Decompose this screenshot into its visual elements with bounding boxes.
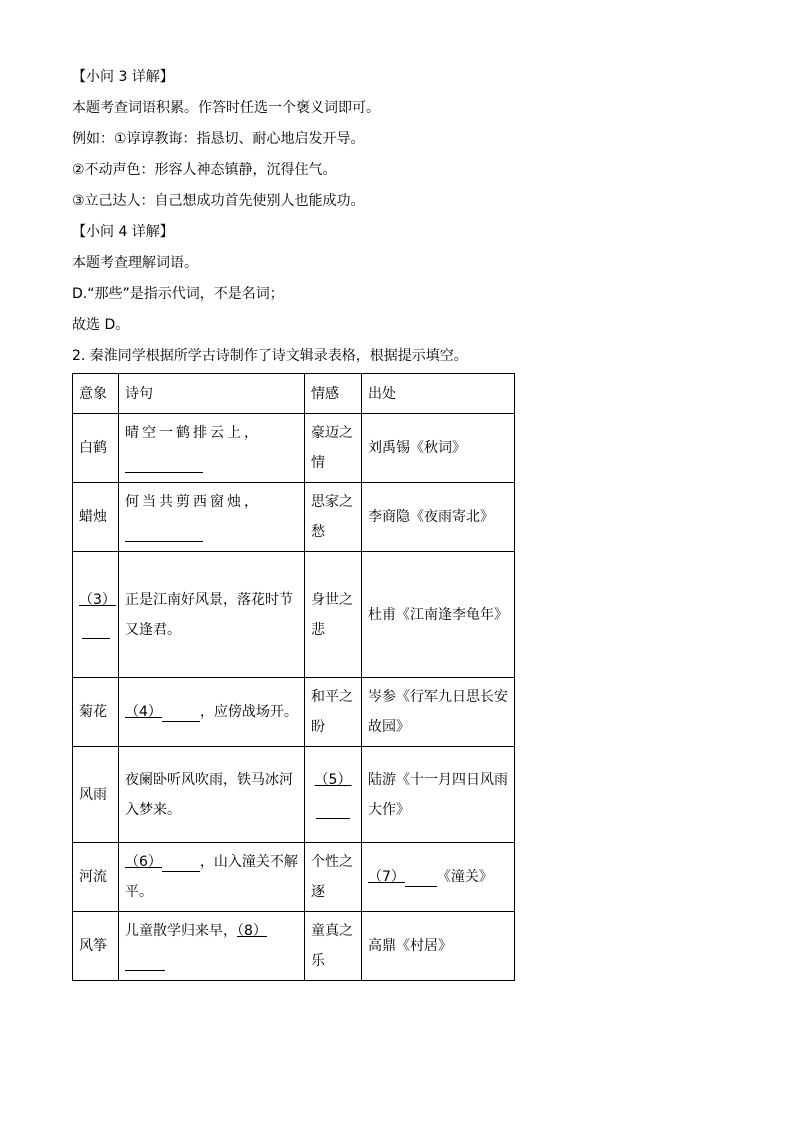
text-line: 本题考查词语积累。作答时任选一个褒义词即可。	[72, 100, 380, 116]
cell-poem	[119, 678, 305, 747]
cell-emotion: 童真之乐	[305, 912, 362, 981]
cell-poem: 正是江南好风景，落花时节又逢君。	[119, 552, 305, 678]
blank-line	[316, 800, 350, 819]
cell-source: 杜甫《江南逢李龟年》	[362, 552, 515, 678]
cell-image: 河流	[73, 843, 119, 912]
source-text: 《潼关》	[436, 869, 493, 885]
cell-poem	[119, 843, 305, 912]
cell-emotion: 个性之逐	[305, 843, 362, 912]
answer-blank[interactable]: （4）	[125, 704, 162, 720]
answer-blank[interactable]: （6）	[125, 854, 162, 870]
table-row	[73, 747, 515, 843]
cell-source: 高鼎《村居》	[362, 912, 515, 981]
answer-blank[interactable]: （8）	[237, 923, 267, 939]
cell-emotion: 思家之愁	[305, 483, 362, 552]
blank-line	[405, 868, 437, 887]
cell-image: 风雨	[73, 747, 119, 843]
table-row	[73, 912, 515, 981]
table-row	[73, 552, 515, 678]
poem-text: 儿童散学归来早，	[125, 923, 237, 939]
header-emotion: 情感	[305, 374, 362, 414]
section-heading: 【小问 4 详解】	[72, 224, 174, 240]
cell-image: 白鹤	[73, 414, 119, 483]
table-row	[73, 843, 515, 912]
cell-poem	[119, 414, 305, 483]
answer-blank[interactable]: （3）	[79, 591, 116, 608]
cell-emotion: 豪迈之情	[305, 414, 362, 483]
poem-text: ，山入潼关不解平。	[125, 854, 298, 900]
header-source: 出处	[362, 374, 515, 414]
blank-line	[82, 620, 110, 639]
poem-text: 晴空一鹤排云上，	[125, 425, 261, 441]
cell-source: 陆游《十一月四日风雨大作》	[362, 747, 515, 843]
table-row	[73, 678, 515, 747]
cell-image: 蜡烛	[73, 483, 119, 552]
answer-blank[interactable]	[125, 523, 203, 542]
document-body	[72, 62, 732, 372]
header-poem: 诗句	[119, 374, 305, 414]
cell-source: 李商隐《夜雨寄北》	[362, 483, 515, 552]
cell-image: 菊花	[73, 678, 119, 747]
text-line: D.“那些”是指示代词，不是名词；	[72, 286, 284, 302]
question-prompt: 2. 秦淮同学根据所学古诗制作了诗文辑录表格，根据提示填空。	[72, 348, 468, 364]
answer-blank[interactable]: （5）	[314, 771, 352, 788]
header-image: 意象	[73, 374, 119, 414]
cell-image-blank[interactable]	[73, 552, 119, 678]
poem-text: 何当共剪西窗烛，	[125, 494, 261, 510]
blank-line	[162, 853, 200, 872]
table-row	[73, 483, 515, 552]
table-header-row	[73, 374, 515, 414]
cell-poem: 夜阑卧听风吹雨，铁马冰河入梦来。	[119, 747, 305, 843]
answer-blank[interactable]	[125, 454, 203, 473]
cell-emotion-blank[interactable]	[305, 747, 362, 843]
blank-line	[162, 703, 200, 722]
text-line: ②不动声色：形容人神态镇静，沉得住气。	[72, 162, 337, 178]
cell-image: 风筝	[73, 912, 119, 981]
poem-table	[72, 373, 515, 981]
cell-source: 岑参《行军九日思长安故园》	[362, 678, 515, 747]
cell-poem	[119, 483, 305, 552]
table-row	[73, 414, 515, 483]
text-line: 本题考查理解词语。	[72, 255, 198, 271]
text-line: 故选 D。	[72, 317, 130, 333]
cell-emotion: 和平之盼	[305, 678, 362, 747]
cell-poem	[119, 912, 305, 981]
section-heading: 【小问 3 详解】	[72, 69, 174, 85]
text-line: ③立己达人：自己想成功首先使别人也能成功。	[72, 193, 365, 209]
poem-text: ，应傍战场开。	[199, 704, 298, 720]
blank-line	[125, 952, 165, 971]
cell-source	[362, 843, 515, 912]
cell-emotion: 身世之悲	[305, 552, 362, 678]
answer-blank[interactable]: （7）	[368, 869, 405, 885]
cell-source: 刘禹锡《秋词》	[362, 414, 515, 483]
text-line: 例如：①谆谆教诲：指恳切、耐心地启发开导。	[72, 131, 365, 147]
